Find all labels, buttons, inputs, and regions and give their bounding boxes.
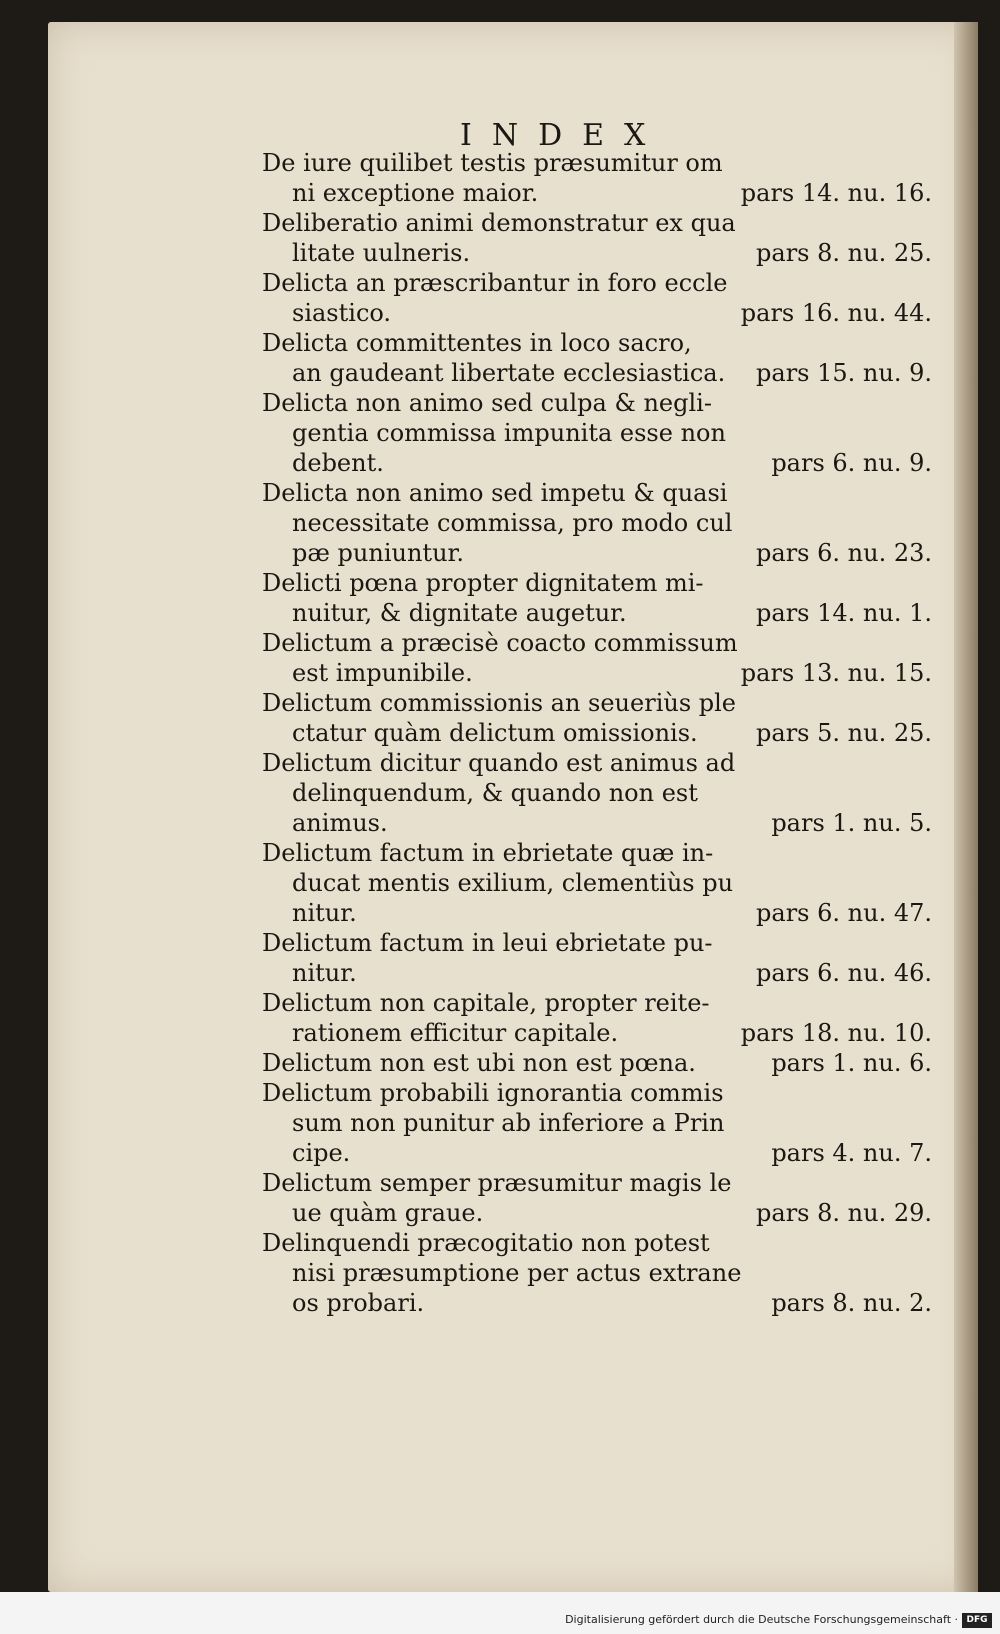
entry-reference: pars 8. nu. 2. [771,1289,932,1317]
entry-headword-line: Delicta committentes in loco sacro, [262,329,692,357]
index-entry [262,988,932,1048]
entry-continuation-line: sum non punitur ab inferiore a Prin [292,1109,725,1137]
entry-reference: pars 5. nu. 25. [756,719,932,747]
index-entry [262,838,932,928]
index-entry [262,1228,932,1318]
entry-reference: pars 6. nu. 47. [756,899,932,927]
entry-continuation-line: animus. [292,809,388,837]
index-entry [262,748,932,838]
entry-headword-line: Delicta non animo sed culpa & negli- [262,389,712,417]
index-entry [262,478,932,568]
entry-headword-line: Delicta an præscribantur in foro eccle [262,269,728,297]
entry-reference: pars 18. nu. 10. [740,1019,932,1047]
entry-headword-line: Delictum factum in leui ebrietate pu- [262,929,713,957]
entry-continuation-line: pæ puniuntur. [292,539,464,567]
page-header: INDEX [460,118,666,153]
entry-reference: pars 6. nu. 9. [771,449,932,477]
entry-reference: pars 6. nu. 23. [756,539,932,567]
entry-headword-line: De iure quilibet testis præsumitur om [262,149,723,177]
entry-reference: pars 4. nu. 7. [771,1139,932,1167]
entry-reference: pars 14. nu. 1. [756,599,932,627]
entry-continuation-line: nitur. [292,959,357,987]
entry-headword-line: Delictum probabili ignorantia commis [262,1079,724,1107]
entry-continuation-line: delinquendum, & quando non est [292,779,698,807]
index-entry [262,628,932,688]
entry-continuation-line: cipe. [292,1139,351,1167]
entry-continuation-line: ctatur quàm delictum omissionis. [292,719,698,747]
entry-headword-line: Delictum commissionis an seueriùs ple [262,689,737,717]
entry-headword-line: Delictum non capitale, propter reite- [262,989,710,1017]
index-entry [262,1048,932,1078]
digitization-footer [0,1592,1000,1634]
entry-continuation-line: os probari. [292,1289,425,1317]
entry-continuation-line: rationem efficitur capitale. [292,1019,619,1047]
entry-reference: pars 16. nu. 44. [740,299,932,327]
entry-headword-line: Delictum factum in ebrietate quæ in- [262,839,714,867]
dfg-credit-text: Digitalisierung gefördert durch die Deutsche Forschungsgemeinschaft · [565,1613,958,1626]
entry-continuation-line: nitur. [292,899,357,927]
entry-headword-line: Delicti pœna propter dignitatem mi- [262,569,704,597]
index-entries [262,148,932,1318]
entry-headword-line: Delictum non est ubi non est pœna. [262,1049,696,1077]
entry-continuation-line: ni exceptione maior. [292,179,539,207]
entry-continuation-line: necessitate commissa, pro modo cul [292,509,733,537]
entry-headword-line: Delinquendi præcogitatio non potest [262,1229,710,1257]
entry-continuation-line: an gaudeant libertate ecclesiastica. [292,359,726,387]
entry-reference: pars 1. nu. 5. [771,809,932,837]
dfg-logo-icon: DFG [962,1613,992,1628]
index-entry [262,1078,932,1168]
entry-reference: pars 15. nu. 9. [756,359,932,387]
entry-headword-line: Delictum dicitur quando est animus ad [262,749,736,777]
entry-continuation-line: siastico. [292,299,392,327]
entry-continuation-line: gentia commissa impunita esse non [292,419,726,447]
entry-reference: pars 13. nu. 15. [740,659,932,687]
entry-continuation-line: nisi præsumptione per actus extrane [292,1259,742,1287]
entry-headword-line: Delicta non animo sed impetu & quasi [262,479,728,507]
entry-continuation-line: ducat mentis exilium, clementiùs pu [292,869,734,897]
index-entry [262,268,932,328]
index-entry [262,208,932,268]
entry-continuation-line: est impunibile. [292,659,473,687]
entry-headword-line: Delictum semper præsumitur magis le [262,1169,732,1197]
index-entry [262,928,932,988]
page-edge-shadow [954,22,978,1592]
entry-reference: pars 8. nu. 29. [756,1199,932,1227]
index-entry [262,688,932,748]
entry-continuation-line: nuitur, & dignitate augetur. [292,599,627,627]
entry-reference: pars 6. nu. 46. [756,959,932,987]
index-entry [262,388,932,478]
index-entry [262,148,932,208]
entry-headword-line: Delictum a præcisè coacto commissum [262,629,738,657]
entry-reference: pars 8. nu. 25. [756,239,932,267]
index-entry [262,328,932,388]
entry-continuation-line: litate uulneris. [292,239,471,267]
entry-headword-line: Deliberatio animi demonstratur ex qua [262,209,736,237]
entry-continuation-line: ue quàm graue. [292,1199,484,1227]
entry-reference: pars 14. nu. 16. [740,179,932,207]
entry-continuation-line: debent. [292,449,384,477]
entry-reference: pars 1. nu. 6. [771,1049,932,1077]
index-entry [262,1168,932,1228]
index-entry [262,568,932,628]
